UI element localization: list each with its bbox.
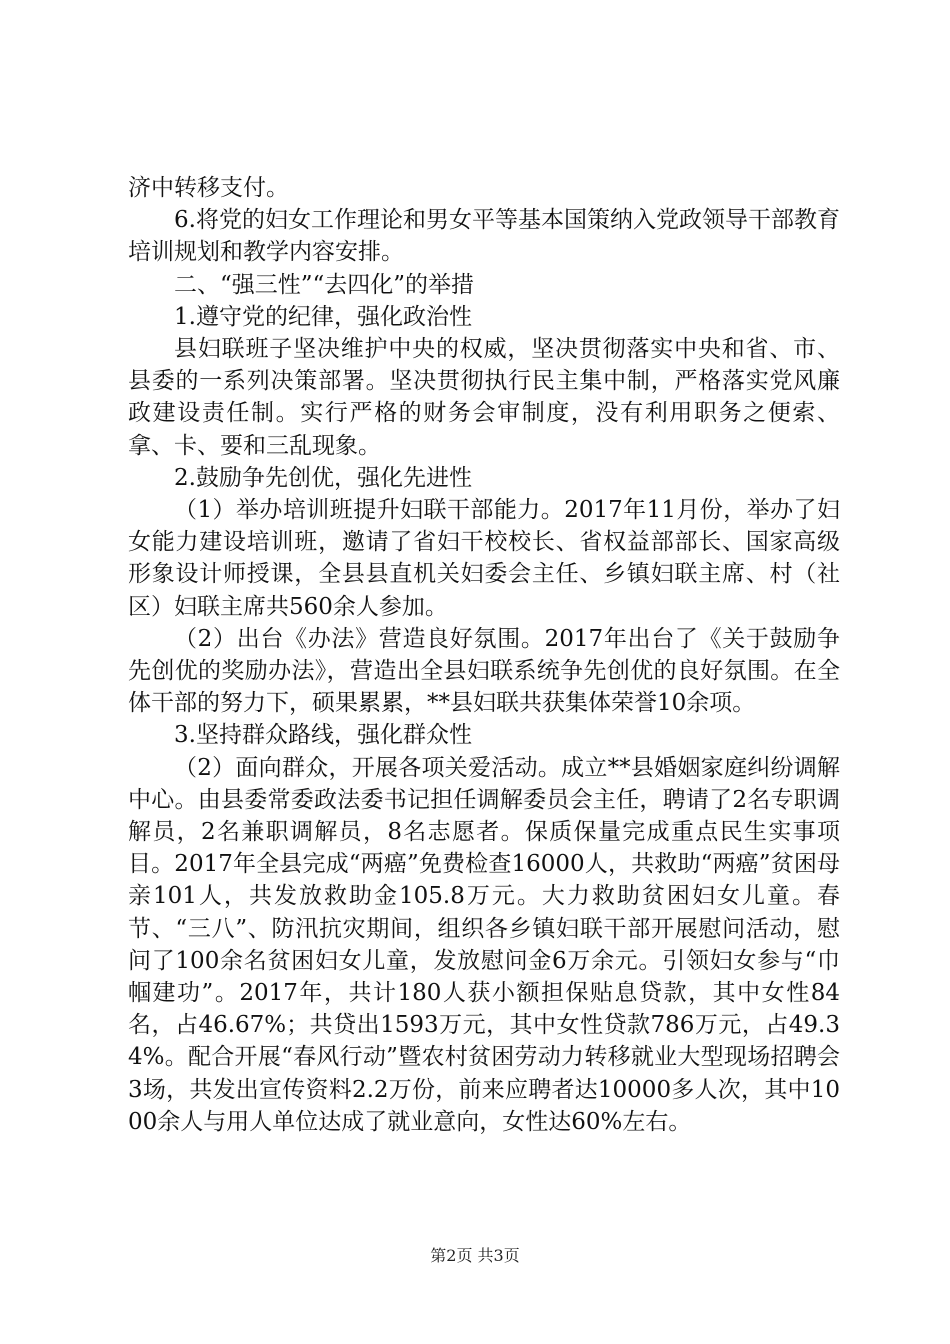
- paragraph-training: （1）举办培训班提升妇联干部能力。2017年11月份，举办了妇女能力建设培训班，邀请了省妇干校校长、省权益部部长、国家高级形象设计师授课，全县县直机关妇委会主任、乡镇妇联主席、村（社区）妇联主席共560余人参加。: [128, 497, 840, 620]
- section-heading-2: 二、“强三性”“去四化”的举措: [174, 271, 475, 298]
- subheading-2: 2.鼓励争先创优，强化先进性: [174, 464, 472, 491]
- paragraph-item-6: 6.将党的妇女工作理论和男女平等基本国策纳入党政领导干部教育培训规划和教学内容安排。: [128, 207, 840, 266]
- page-footer: 第2页 共3页: [430, 1246, 520, 1265]
- paragraph-measures: （2）出台《办法》营造良好氛围。2017年出台了《关于鼓励争先创优的奖励办法》，营造出全县妇联系统争先创优的良好氛围。在全体干部的努力下，硕果累累，**县妇联共获集体荣誉10余项。: [128, 625, 840, 717]
- subheading-3: 3.坚持群众路线，强化群众性: [174, 722, 472, 749]
- paragraph-politics: 县妇联班子坚决维护中央的权威，坚决贯彻落实中央和省、市、县委的一系列决策部署。坚决贯彻执行民主集中制，严格落实党风廉政建设责任制。实行严格的财务会审制度，没有利用职务之便索、拿、卡、要和三乱现象。: [128, 336, 840, 459]
- subheading-1: 1.遵守党的纪律，强化政治性: [174, 303, 472, 330]
- document-body: [128, 172, 840, 1138]
- paragraph-continuation: 济中转移支付。: [128, 175, 289, 201]
- paragraph-care-activities: （2）面向群众，开展各项关爱活动。成立**县婚姻家庭纠纷调解中心。由县委常委政法委书记担任调解委员会主任，聘请了2名专职调解员，2名兼职调解员，8名志愿者。保质保量完成重点民生实事项目。2017年全县完成“两癌”免费检查16000人，共救助“两癌”贫困母亲101人，共发放救助金105.8万元。大力救助贫困妇女儿童。春节、“三八”、防汛抗灾期间，组织各乡镇妇联干部开展慰问活动，慰问了100余名贫困妇女儿童，发放慰问金6万余元。引领妇女参与“巾帼建功”。2017年，共计180人获小额担保贴息贷款，其中女性84名，占46.67%；共贷出1593万元，其中女性贷款786万元，占49.34%。配合开展“春风行动”暨农村贫困劳动力转移就业大型现场招聘会3场，共发出宣传资料2.2万份，前来应聘者达10000多人次，其中1000余人与用人单位达成了就业意向，女性达60%左右。: [128, 754, 840, 1135]
